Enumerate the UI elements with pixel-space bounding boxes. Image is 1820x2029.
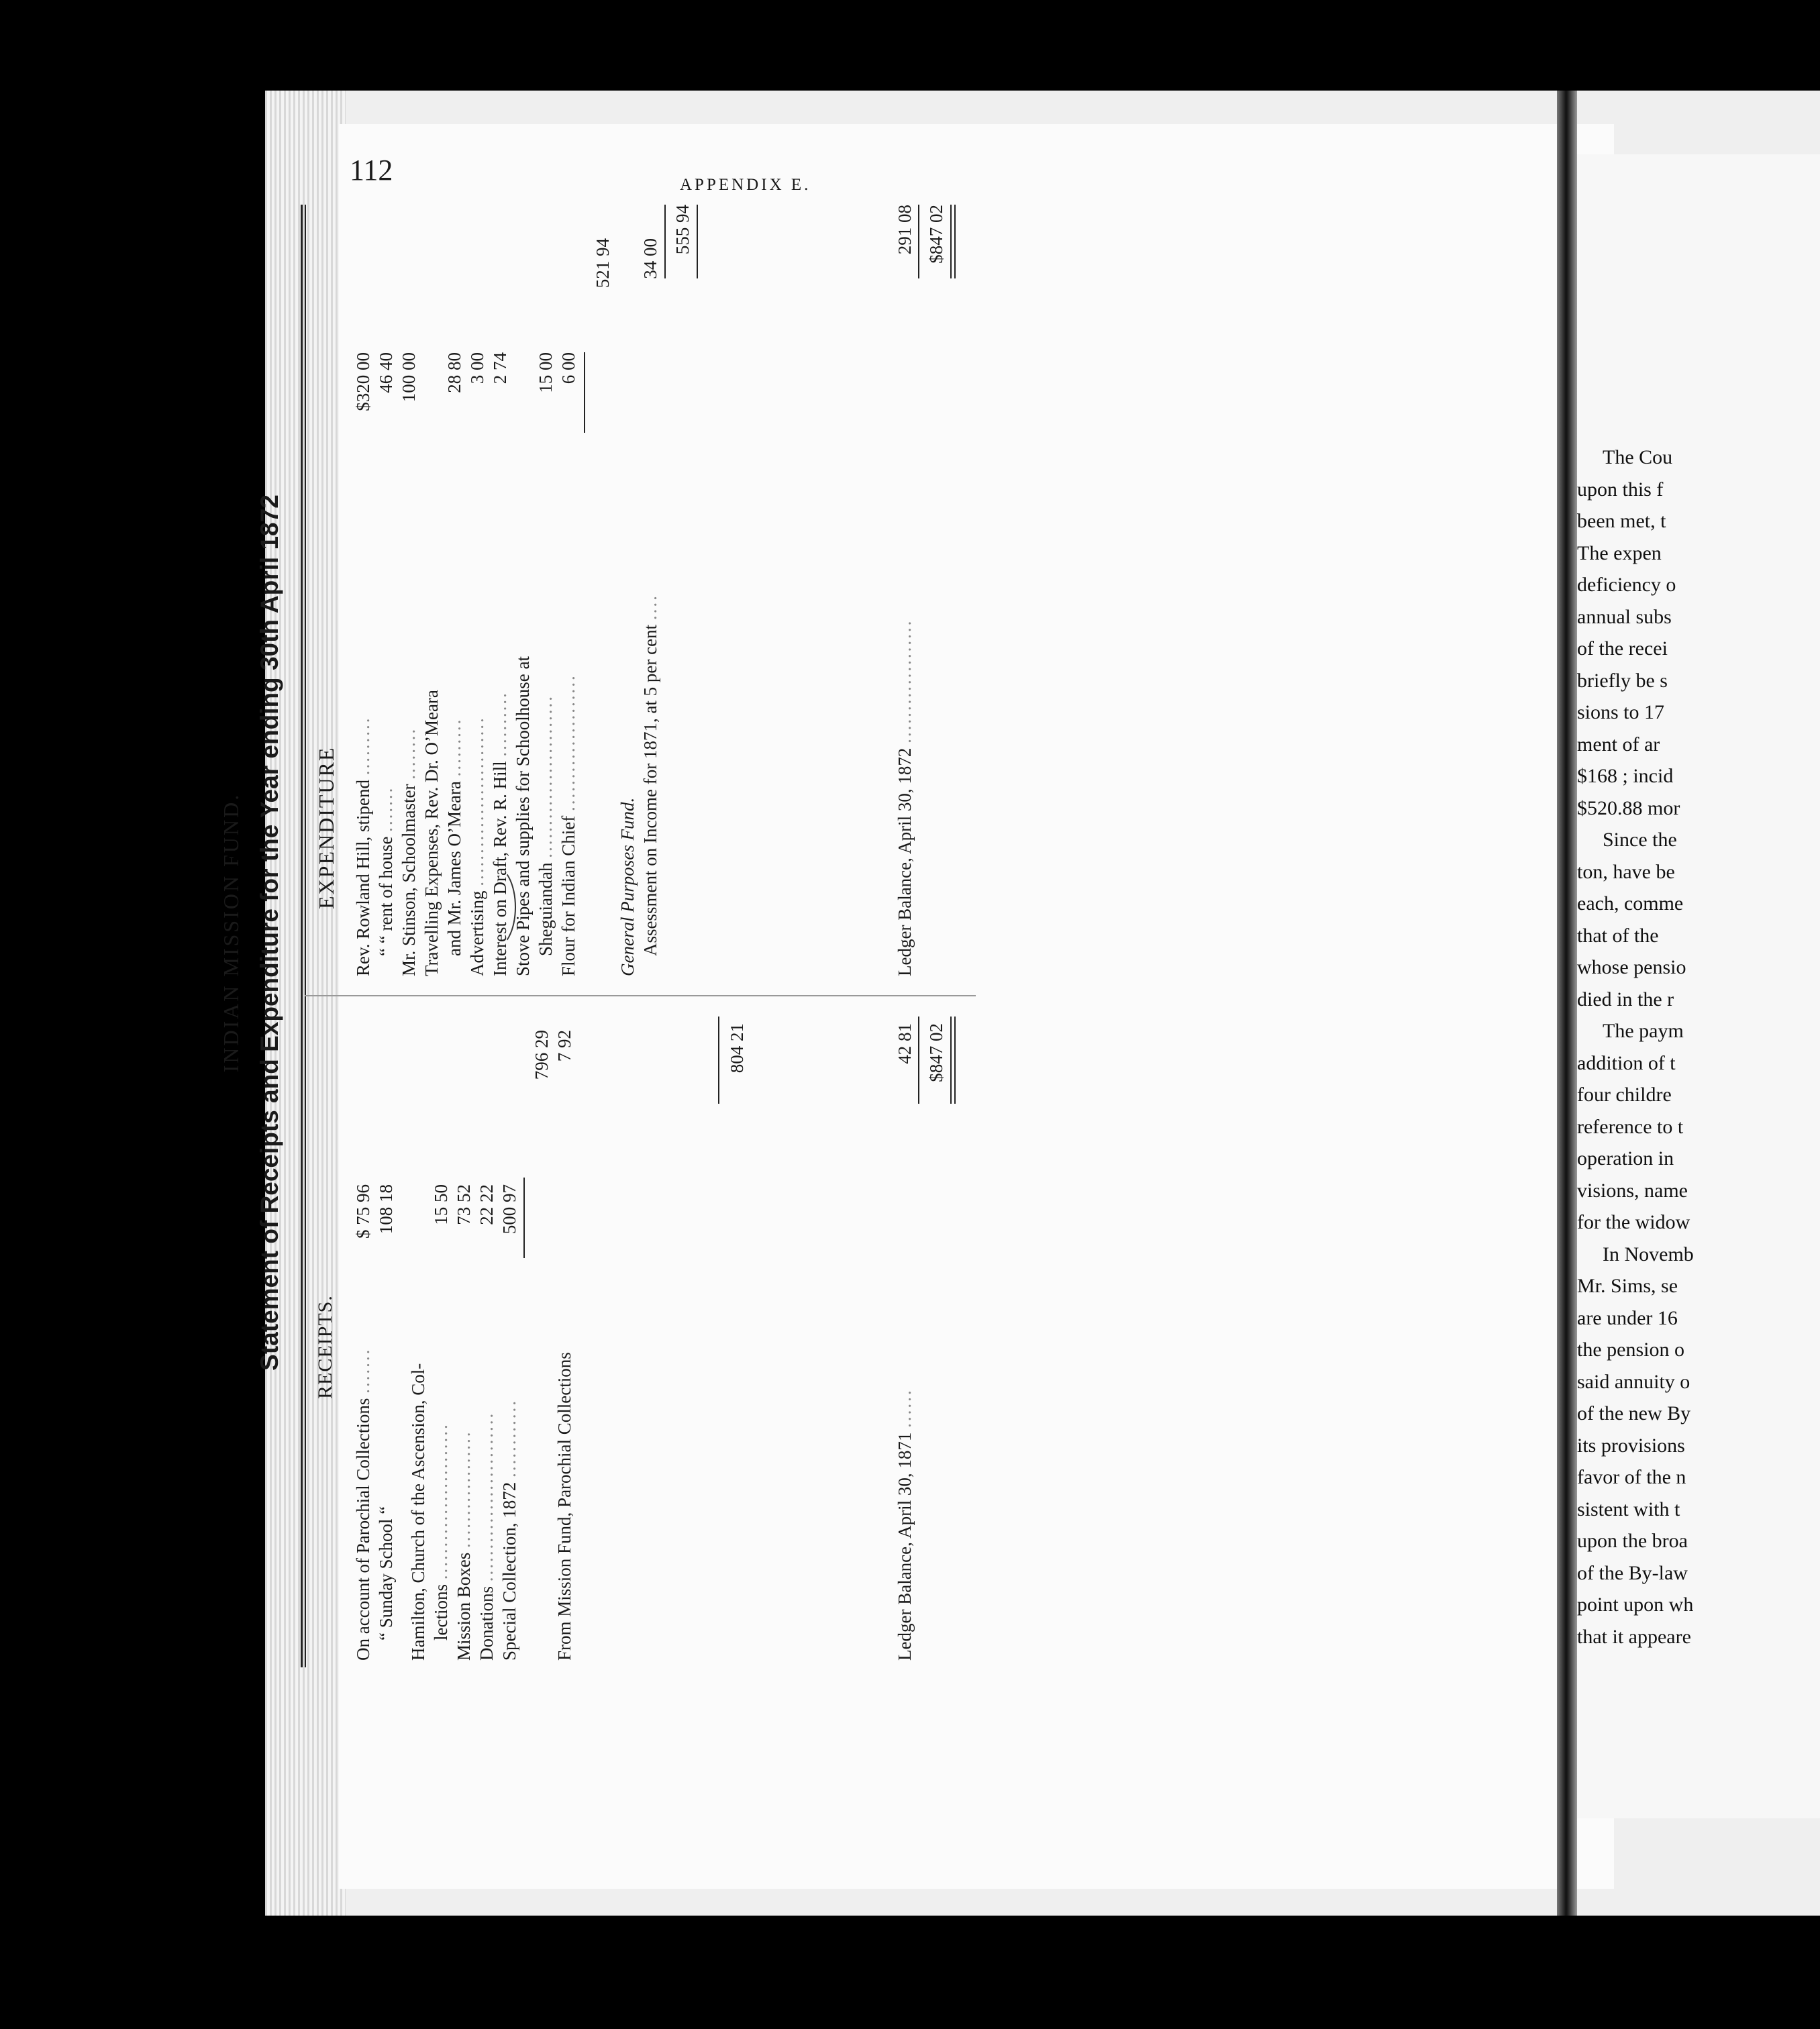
receipt-line: From Mission Fund, Parochial Collections [554,1352,574,1661]
expenditure-sum-rule [584,352,585,433]
receipt-amount: 15 50 [431,1184,451,1225]
facing-page-text-line: ment of ar [1577,733,1660,756]
facing-page-text-line: upon the broa [1577,1530,1688,1552]
facing-page-text-line: that of the [1577,924,1659,947]
expenditure-line: Assessment on Income for 1871, at 5 per cent .... [640,594,660,956]
ledger-balance-line: Ledger Balance, April 30, 1871 ...... [895,1388,915,1661]
statement-table [201,185,1054,1681]
expenditure-amount: 46 40 [376,352,396,393]
facing-page-text-line: In Novemb [1603,1243,1694,1265]
facing-page-text-line: reference to t [1577,1115,1684,1138]
facing-page-text-line: each, comme [1577,892,1684,915]
facing-page-text-line: sistent with t [1577,1498,1680,1520]
facing-page-text-line: favor of the n [1577,1466,1686,1488]
expenditure-amount: 34 00 [640,238,660,279]
expenditure-amount: 6 00 [558,352,578,384]
facing-page-text-line: $520.88 mor [1577,796,1680,819]
facing-page-text-line: Since the [1603,829,1677,851]
expenditure-line: Flour for Indian Chief ..................... [558,674,578,976]
receipts-sum-rule [523,1178,525,1258]
expenditure-total-rule [697,205,698,278]
facing-page-text-line: that it appeare [1577,1625,1691,1648]
double-rule-top [301,205,303,1667]
expenditure-line: Interest on Draft, Rev. R. Hill .......... [490,691,510,976]
expenditure-line: Rev. Rowland Hill, stipend ......... [353,716,373,976]
facing-page-text-line: said annuity o [1577,1370,1690,1393]
facing-page-text-line: deficiency o [1577,574,1676,596]
receipt-amount: 73 52 [454,1184,474,1225]
facing-page-text-line: whose pensio [1577,956,1686,978]
expenditure-total-rule [664,205,666,278]
expenditure-line: Sheguiandah ......................... [536,694,556,956]
expenditure-line: Advertising .......................... [467,716,487,976]
expenditure-line: Mr. Stinson, Schoolmaster ........ [399,727,419,976]
receipts-subtotal: 796 29 [532,1030,552,1080]
expenditure-heading: EXPENDITURE [314,746,338,909]
ledger-balance-line: Ledger Balance, April 30, 1872 ................... [895,619,915,976]
facing-page-text-line: died in the r [1577,988,1674,1010]
facing-page-text-line: of the recei [1577,637,1668,660]
expenditure-line: Stove Pipes and supplies for Schoolhouse at [513,656,533,976]
facing-page-text-line: of the By-law [1577,1561,1688,1584]
double-underline [950,1017,952,1104]
receipt-line: Special Collection, 1872 ............ [499,1399,519,1661]
fund-title: INDIAN MISSION FUND. [219,792,243,1073]
facing-page-text-line: for the widow [1577,1211,1690,1233]
expenditure-amount: 2 74 [490,352,510,384]
double-underline [954,1017,956,1104]
book-gutter [1557,91,1577,1916]
receipt-amount: 22 22 [476,1184,497,1225]
facing-page-text-line: are under 16 [1577,1306,1678,1329]
facing-page-text-line: been met, t [1577,510,1666,532]
receipt-amount: 108 18 [376,1184,396,1235]
expenditure-amount: 15 00 [536,352,556,393]
facing-page-text-line: $168 ; incid [1577,765,1674,787]
expenditure-amount: 100 00 [399,352,419,403]
receipt-line: “ Sunday School “ [376,1506,396,1641]
column-divider [305,995,976,996]
facing-page-text-line: addition of t [1577,1051,1676,1074]
facing-page-text-line: the pension o [1577,1339,1684,1361]
expenditure-line: “ “ rent of house ....... [376,786,396,956]
facing-page-text-line: The Cou [1603,446,1673,468]
facing-page-text-line: annual subs [1577,605,1672,628]
facing-page-text-line: of the new By [1577,1402,1691,1424]
facing-page-text-line: Mr. Sims, se [1577,1275,1678,1297]
receipts-grand-total: $847 02 [926,1023,946,1082]
running-head: APPENDIX E. [680,176,811,194]
receipts-total: 804 21 [727,1023,747,1074]
expenditure-line: and Mr. James O’Meara ......... [444,717,464,956]
facing-page-text-line: visions, name [1577,1179,1688,1202]
receipt-amount: $ 75 96 [353,1184,373,1239]
facing-page-text-line: upon this f [1577,478,1664,501]
facing-page-text-line: sions to 17 [1577,701,1665,723]
receipt-line: Donations .......................... [476,1411,497,1661]
double-rule-bottom [305,205,306,1667]
facing-page-text-line: briefly be s [1577,669,1668,692]
receipt-line: Mission Boxes .................. [454,1430,474,1661]
facing-page-text-line: point upon wh [1577,1594,1694,1616]
expenditure-amount: 28 80 [444,352,464,393]
expenditure-line: Travelling Expenses, Rev. Dr. O’Meara [421,690,442,976]
receipt-line: lections ........................ [431,1422,451,1641]
ledger-balance-amount: 291 08 [895,205,915,255]
grand-total-rule [918,1017,919,1104]
facing-page-text-line: its provisions [1577,1434,1685,1457]
ledger-balance-amount: 42 81 [895,1023,915,1064]
facing-page-text-line: The paym [1603,1020,1684,1042]
receipt-line: On account of Parochial Collections ....... [353,1347,373,1661]
expenditure-total: 555 94 [672,205,693,255]
double-underline [950,205,952,278]
expenditure-amount: 3 00 [467,352,487,384]
right-page [1577,154,1820,1818]
facing-page-text-line: operation in [1577,1147,1674,1169]
expenditure-subtotal: 521 94 [593,238,613,289]
statement-heading: Statement of Receipts and Expenditure for the Year ending 30th April 1872 [256,495,283,1371]
double-underline [954,205,956,278]
facing-page-text-line: four childre [1577,1084,1672,1106]
receipts-heading: RECEIPTS. [314,1295,336,1399]
expenditure-grand-total: $847 02 [926,205,946,264]
receipts-total-rule [718,1017,719,1104]
general-purposes-heading: General Purposes Fund. [617,797,638,976]
grand-total-rule [918,205,919,278]
page-number: 112 [350,154,393,187]
receipt-amount: 7 92 [554,1030,574,1062]
receipt-line: Hamilton, Church of the Ascension, Col- [408,1363,428,1661]
receipt-amount: 500 97 [499,1184,519,1235]
facing-page-text-line: The expen [1577,541,1662,564]
expenditure-amount: $320 00 [353,352,373,411]
facing-page-text-line: ton, have be [1577,860,1675,883]
